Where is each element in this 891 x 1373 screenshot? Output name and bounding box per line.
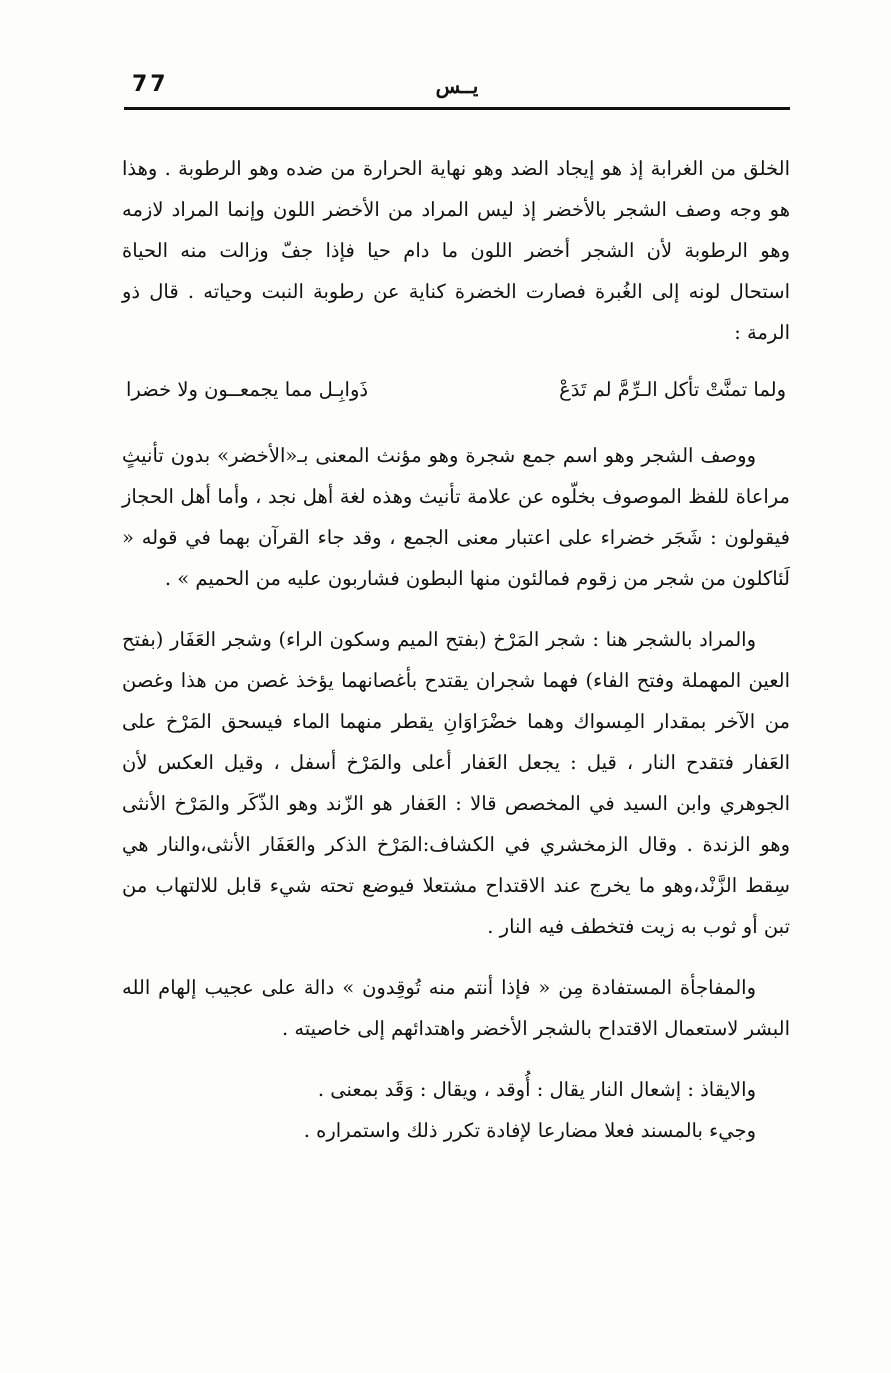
spacer — [122, 599, 790, 619]
header-rule — [124, 107, 790, 110]
paragraph-1 — [122, 148, 790, 353]
text-line: استحال لونه إلى الغُبرة فصارت الخضرة كناية عن رطوبة النبت وحياته . قال ذو — [122, 280, 790, 303]
verse-first-hemistich: ولما تمنَّتْ تأكل الـرِّمَّ لم تَدَعْ — [559, 377, 786, 401]
running-title: يــس — [435, 74, 479, 98]
page-header — [124, 66, 790, 110]
poetry-verse — [122, 361, 790, 417]
text-line: وهو الرطوبة لأن الشجر أخضر اللون ما دام حيا فإذا جفّ وزالت منه الحياة — [122, 239, 790, 262]
paragraph-5: والايقاذ : إشعال النار يقال : أُوقد ، ويقال : وَقَد بمعنى . — [317, 1078, 756, 1101]
spacer — [122, 947, 790, 967]
verse-second-hemistich: ذَوابِـل مما يجمعــون ولا خضرا — [126, 377, 369, 401]
spacer — [122, 417, 790, 435]
paragraph-4: والمفاجأة المستفادة مِن « فإذا أنتم منه تُوقِدون » دالة على عجيب إلهام الله البشر لاستعمال الاقتداح بالشجر الأخضر واهتدائهم إلى خاصيته . — [122, 976, 790, 1040]
page-body — [122, 148, 790, 1151]
page-number: 77 — [132, 72, 169, 97]
paragraph-2: ووصف الشجر وهو اسم جمع شجرة وهو مؤنث المعنى بـ«الأخضر» بدون تأنيثٍ مراعاة للفظ الموصوف بخلّوه عن علامة تأنيث وهذه لغة أهل نجد ، وأما أهل الحجاز فيقولون : شَجَر خضراء على اعتبار معنى الجمع ، وقد جاء القرآن بهما في قوله « لَئاكلون من شجر من زقوم فمالئون منها البطون فشاربون عليه من الحميم » . — [122, 444, 790, 590]
text-line: هو وجه وصف الشجر بالأخضر إذ ليس المراد من الأخضر اللون وإنما المراد لازمه — [122, 198, 790, 221]
paragraph-6: وجيء بالمسند فعلا مضارعا لإفادة تكرر ذلك واستمراره . — [303, 1119, 756, 1142]
text-line: الخلق من الغرابة إذ هو إيجاد الضد وهو نهاية الحرارة من ضده وهو الرطوبة . وهذا — [122, 157, 790, 180]
paragraph-3: والمراد بالشجر هنا : شجر المَرْخ (بفتح الميم وسكون الراء) وشجر العَفَار (بفتح العين المهملة وفتح الفاء) فهما شجران يقتدح بأغصانهما يؤخذ غصن من هذا وغصن من الآخر بمقدار المِسواك وهما خضْرَاوَانِ يقطر منهما الماء فيسحق المَرْخ على العَفار فتقدح النار ، قيل : يجعل العَفار أعلى والمَرْخ أسفل ، وقيل العكس لأن الجوهري وابن السيد في المخصص قالا : العَفار هو الزّند وهو الذّكَر والمَرْخ الأنثى وهو الزندة . وقال الزمخشري في الكشاف:المَرْخ الذكر والعَفَار الأنثى،والنار هي سِقط الزَّنْد،وهو ما يخرج عند الاقتداح مشتعلا فيوضع تحته شيء قابل للالتهاب من تبن أو ثوب به زيت فتخطف فيه النار . — [122, 628, 790, 938]
spacer — [122, 353, 790, 361]
text-line: الرمة : — [734, 321, 790, 344]
spacer — [122, 1049, 790, 1069]
